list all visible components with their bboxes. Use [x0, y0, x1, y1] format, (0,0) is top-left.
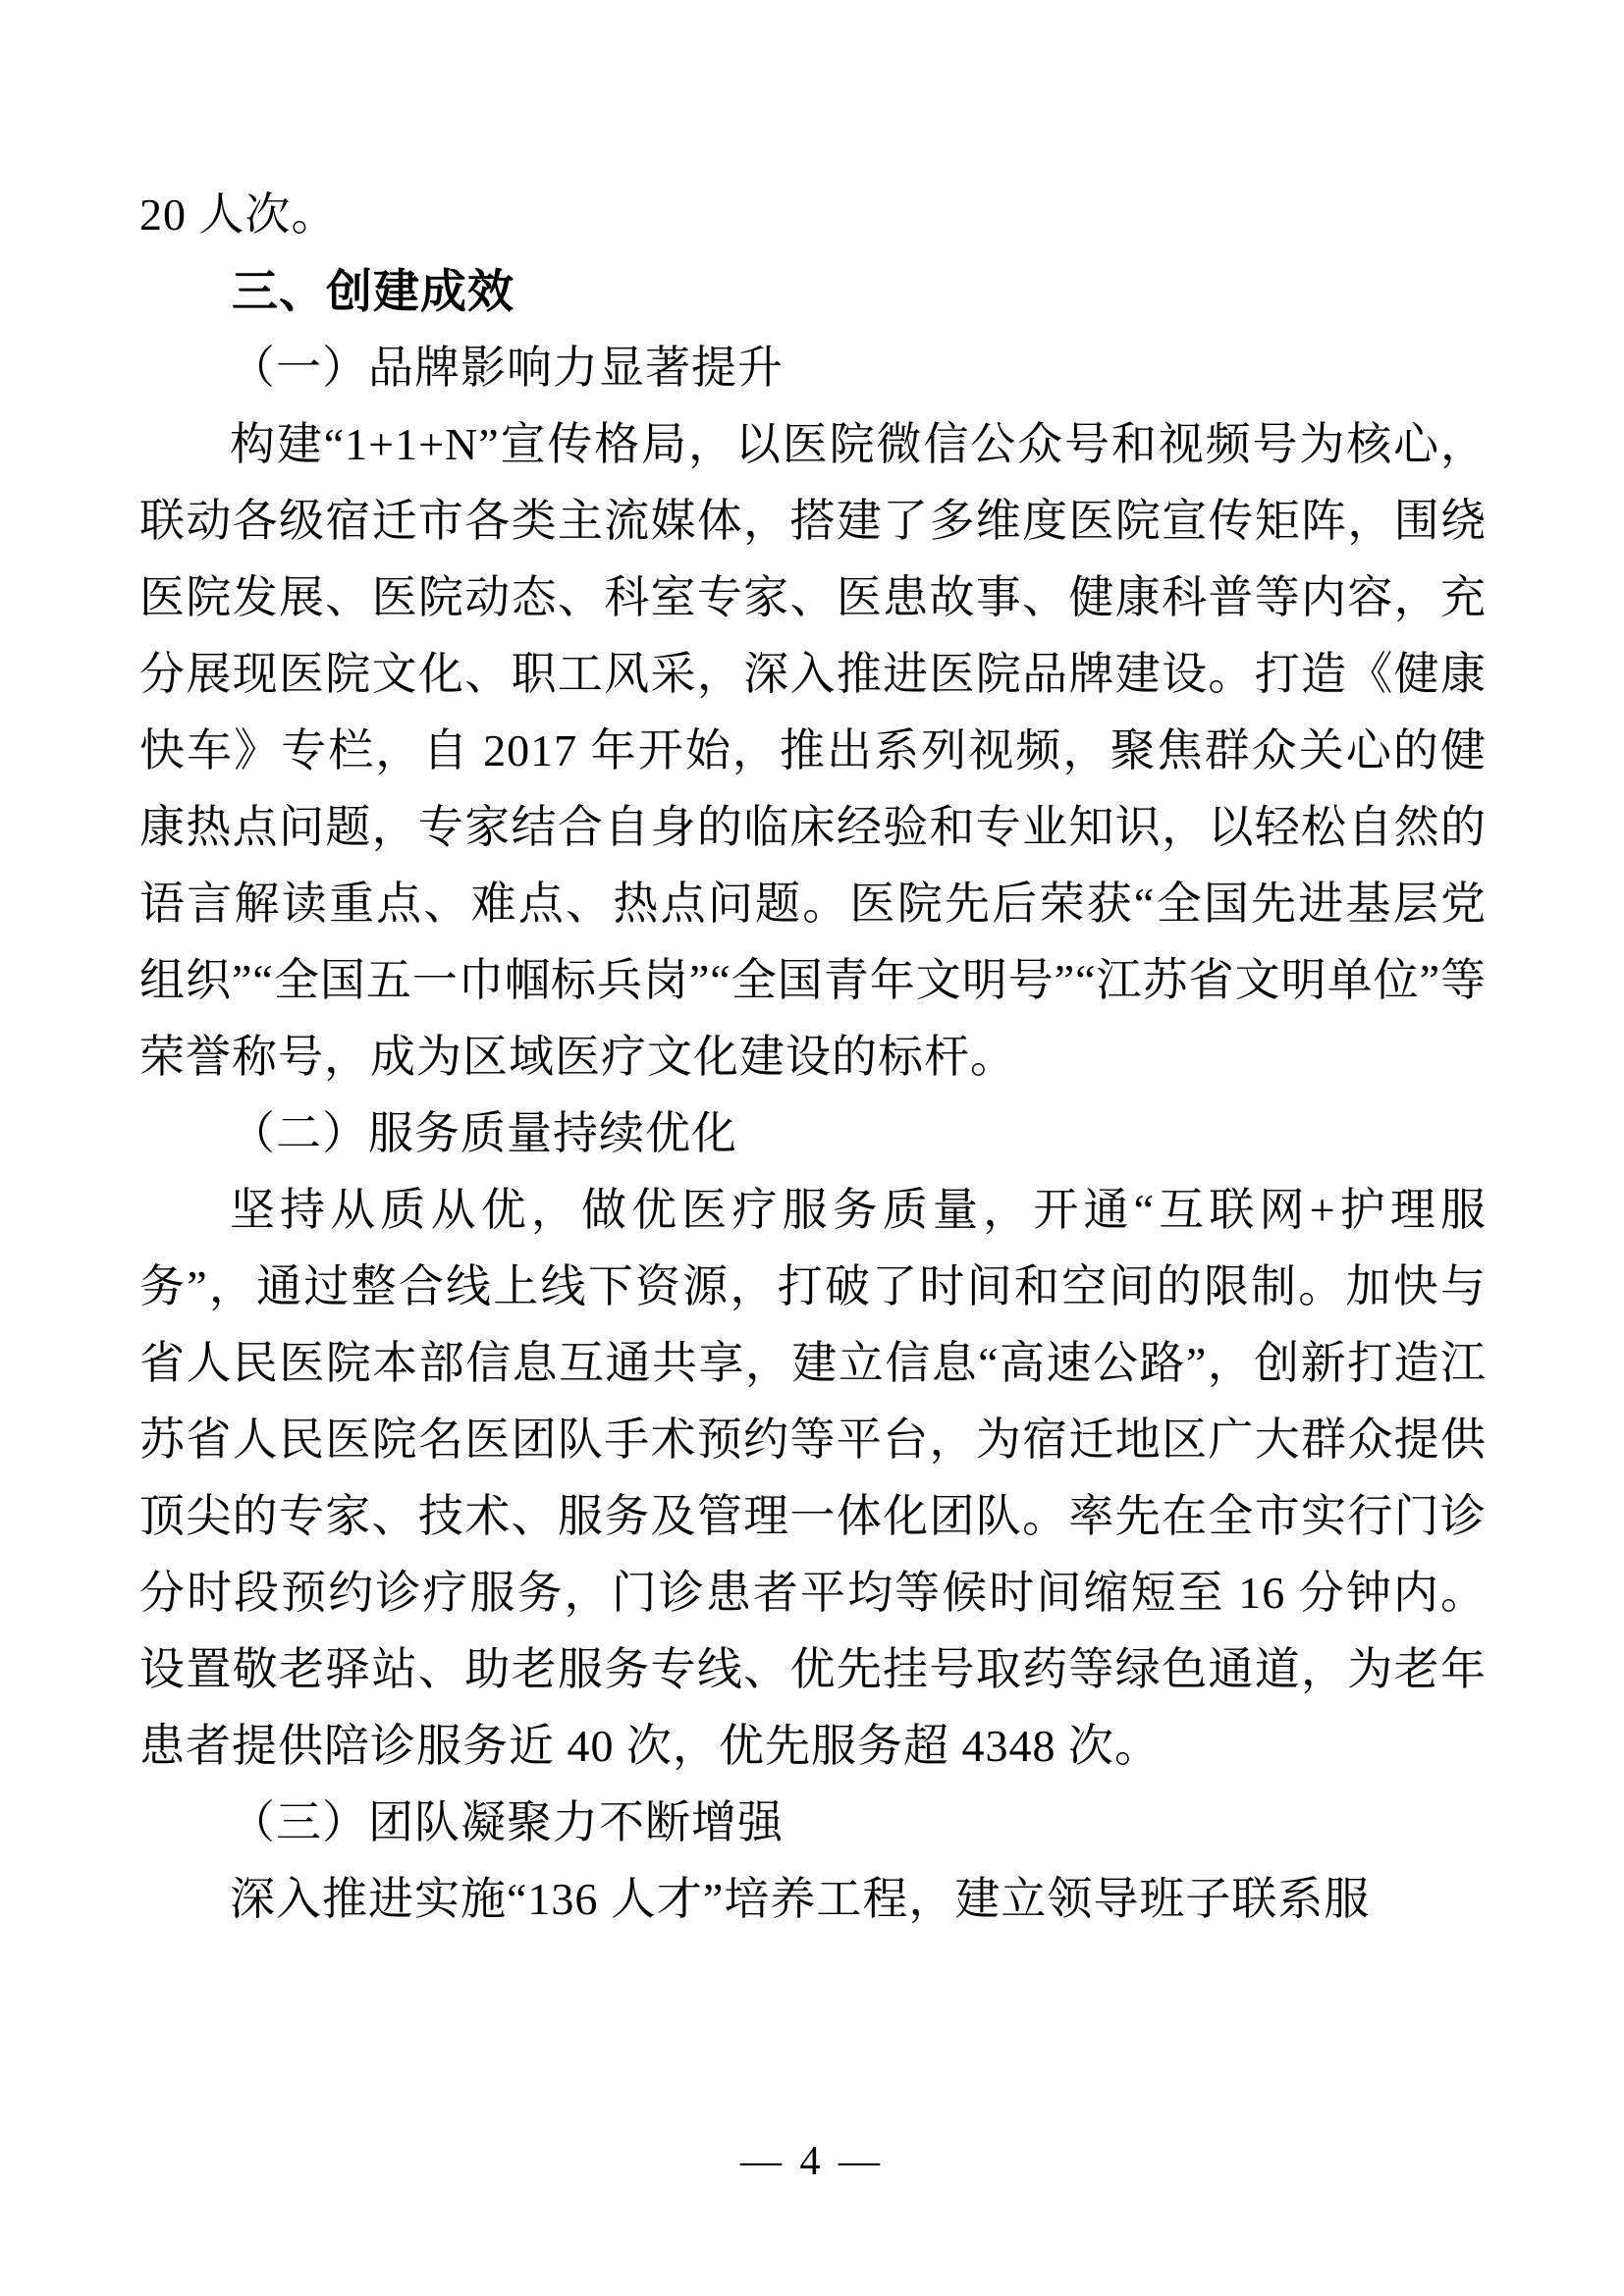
- subsection-heading-team-cohesion: （三）团队凝聚力不断增强: [230, 1797, 784, 1847]
- paragraph-service-quality: 坚持从质从优，做优医疗服务质量，开通“互联网+护理服务”，通过整合线上线下资源，打破了时间和空间的限制。加快与省人民医院本部信息互通共享，建立信息“高速公路”，创新打造江苏省人民医院名医团队手术预约等平台，为宿迁地区广大群众提供顶尖的专家、技术、服务及管理一体化团队。率先在全市实行门诊分时段预约诊疗服务，门诊患者平均等候时间缩短至 16 分钟内。设置敬老驿站、助老服务专线、优先挂号取药等绿色通道，为老年患者提供陪诊服务近 40 次，优先服务超 4348 次。: [139, 1185, 1488, 1771]
- subsection-heading-brand-influence: （一）品牌影响力显著提升: [230, 343, 784, 393]
- page-number: — 4 —: [740, 2139, 884, 2184]
- paragraph-team-cohesion: 深入推进实施“136 人才”培养工程，建立领导班子联系服: [230, 1874, 1371, 1924]
- section-heading: 三、创建成效: [232, 265, 514, 317]
- subsection-heading-service-quality: （二）服务质量持续优化: [230, 1108, 737, 1158]
- paragraph-continuation: 20 人次。: [139, 189, 338, 240]
- paragraph-brand-influence: 构建“1+1+N”宣传格局，以医院微信公众号和视频号为核心，联动各级宿迁市各类主流媒体，搭建了多维度医院宣传矩阵，围绕医院发展、医院动态、科室专家、医患故事、健康科普等内容，充分展现医院文化、职工风采，深入推进医院品牌建设。打造《健康快车》专栏，自 2017 年开始，推出系列视频，聚焦群众关心的健康热点问题，专家结合自身的临床经验和专业知识，以轻松自然的语言解读重点、难点、热点问题。医院先后荣获“全国先进基层党组织”“全国五一巾帼标兵岗”“全国青年文明号”“江苏省文明单位”等荣誉称号，成为区域医疗文化建设的标杆。: [139, 419, 1487, 1082]
- document-body: [139, 177, 1487, 1938]
